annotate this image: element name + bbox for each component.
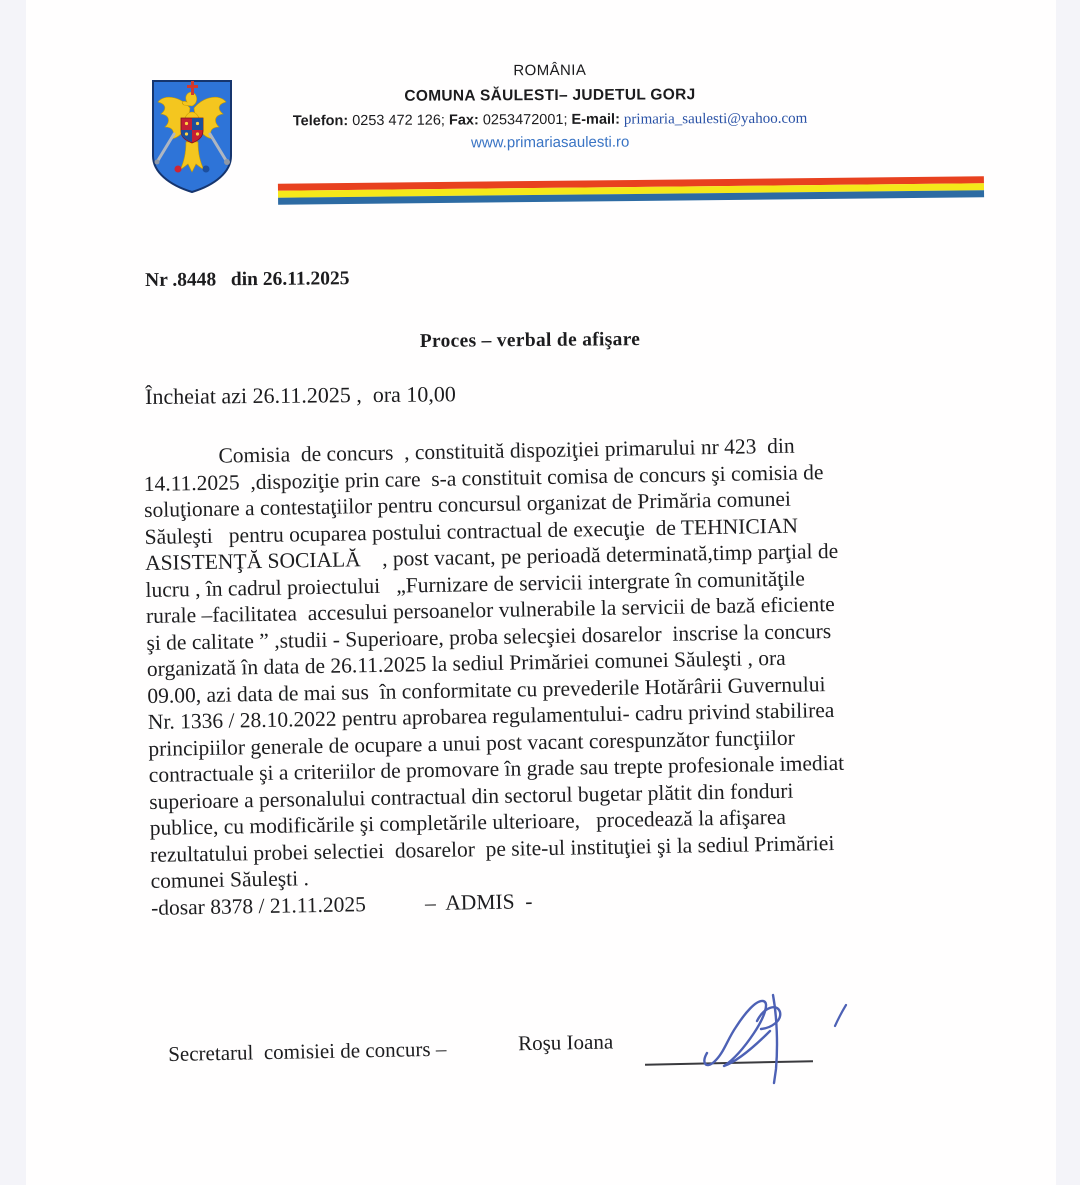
body-line: rezultatului probei selectiei dosarelor pe site-ul instituţiei şi la sediul Primăriei [149,830,835,867]
body-line: comunei Săuleşti . [150,866,310,893]
fax-value: 0253472001; [478,111,572,129]
contact-line [250,110,850,130]
body-line: -dosar 8378 / 21.11.2025 – ADMIS - [150,888,533,920]
website-link: www.primariasaulesti.ro [470,133,630,152]
body-line: organizată în data de 26.11.2025 la sediul Primăriei comunei Săuleşti , ora [146,645,786,681]
email-value: primaria_saulesti@yahoo.com [623,110,808,128]
municipality-name: COMUNA SĂULESTI– JUDETUL GORJ [404,86,696,105]
document-number: Nr .8448 din 26.11.2025 [145,268,350,291]
document-title: Proces – verbal de afişare [419,329,641,352]
body-line: lucru , în cadrul proiectului „Furnizare de servicii intergrate în comunităţile [145,565,805,602]
body-line: 09.00, azi data de mai sus în conformitate cu prevederile Hotărârii Guvernului [147,671,826,708]
body-line: publice, cu modificările şi completările ulterioare, procedează la afişarea [149,804,787,840]
scanned-document-page [26,0,1056,1185]
intro-line: Încheiat azi 26.11.2025 , ora 10,00 [145,381,456,409]
body-line: rurale –facilitatea accesului persoanelor vulnerabile la servicii de bază eficiente [145,591,835,628]
body-line: superioare a personalului contractual din sectorul bugetar plătit din fonduri [149,778,794,814]
country-name: ROMÂNIA [513,61,587,80]
body-line: principiilor generale de ocupare a unui post vacant corespunzător funcţiilor [148,725,795,761]
phone-value: 0253 472 126; [348,112,450,130]
body-line: şi de calitate ” ,studii - Superioare, proba selecşiei dosarelor inscrise la concurs [146,618,832,655]
body-line: contractuale şi a criteriilor de promovare în grade sau trepte profesionale imediat [148,750,845,787]
body-line: ASISTENŢĂ SOCIALĂ , post vacant, pe perioadă determinată,timp parţial de [144,538,839,575]
fax-label: Fax: [448,112,479,129]
body-line: Nr. 1336 / 28.10.2022 pentru aprobarea regulamentului- cadru privind stabilirea [147,697,835,734]
letterhead [250,60,850,152]
romania-coat-of-arms-icon [148,76,236,196]
phone-label: Telefon: [292,113,349,130]
tricolor-flag-stripe [278,176,984,204]
body-line: Comisia de concurs , constituită dispoziţiei primarului nr 423 din [143,433,795,469]
body-line: Săuleşti pentru ocuparea postului contractual de execuţie de TEHNICIAN [144,513,799,549]
secretary-name: Roşu Ioana [517,1029,614,1056]
body-line: 14.11.2025 ,dispoziţie prin care s-a constituit comisa de concurs şi comisia de [143,459,824,496]
email-label: E-mail: [571,111,624,128]
secretary-label: Secretarul comisiei de concurs – [168,1036,447,1066]
body-line: soluţionare a contestaţiilor pentru concursul organizat de Primăria comunei [143,486,792,522]
ink-tick-icon [828,1000,852,1032]
body-paragraph [143,429,991,921]
